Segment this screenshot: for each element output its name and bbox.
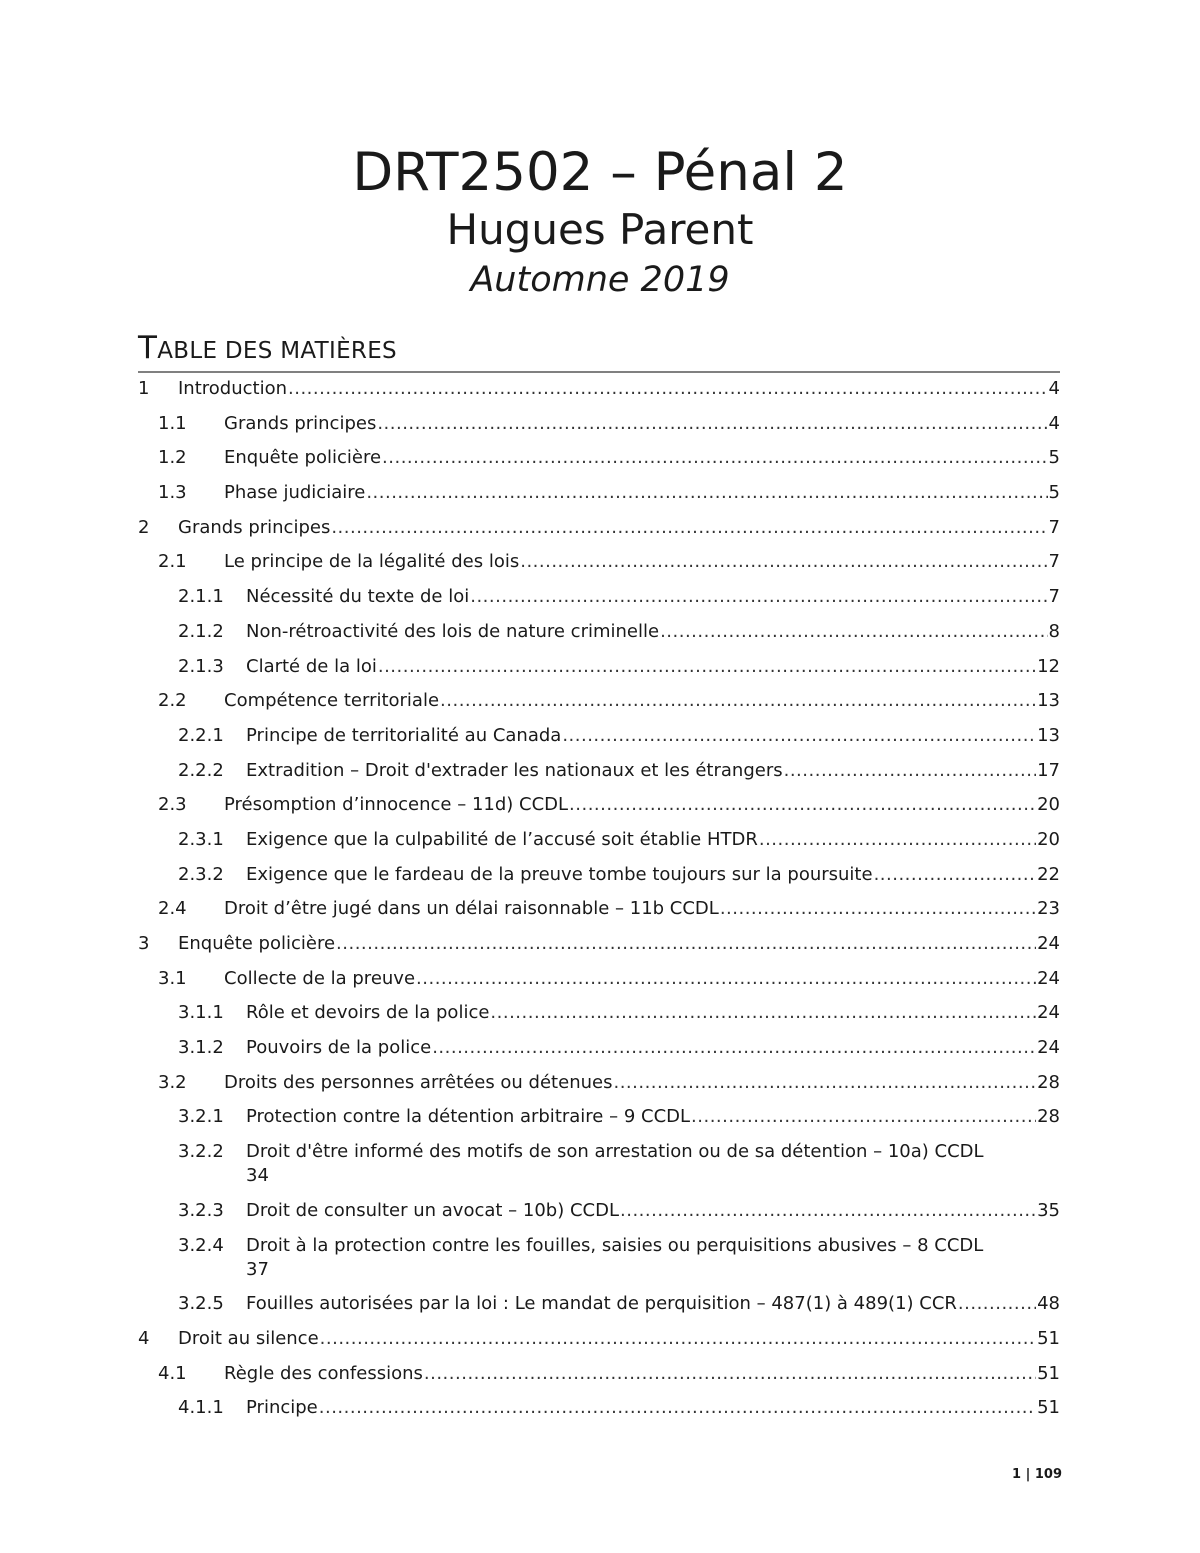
toc-entry[interactable] [138,897,1060,921]
toc-entry[interactable] [138,1105,1060,1129]
document-author: Hugues Parent [446,205,754,254]
toc-entry-title: Exigence que le fardeau de la preuve tombe toujours sur la poursuite [246,863,873,885]
toc-entry-page: 23 [1037,898,1060,920]
toc-entry-title: Droit au silence [178,1327,319,1349]
toc-entry[interactable] [138,1001,1060,1025]
toc-heading-initial: T [138,330,158,366]
toc-entry-number: 4.1.1 [178,1397,224,1419]
toc-entry-title: Règle des confessions [224,1362,423,1384]
toc-dot-leader [319,1396,1036,1420]
toc-dot-leader [660,620,1047,644]
toc-entry[interactable] [138,793,1060,817]
toc-entry-title: Droits des personnes arrêtées ou détenues [224,1071,613,1093]
toc-entry-page: 4 [1048,412,1060,434]
toc-dot-leader [432,1036,1036,1060]
toc-entry-page: 17 [1037,759,1060,781]
toc-entry[interactable] [138,1292,1060,1316]
toc-entry-number: 2.3 [158,794,187,816]
toc-dot-leader [562,724,1036,748]
toc-entry[interactable] [138,1036,1060,1060]
table-of-contents [138,377,1060,1431]
toc-entry-number: 4.1 [158,1362,187,1384]
toc-entry[interactable] [138,1396,1060,1420]
toc-entry-page: 7 [1048,551,1060,573]
toc-dot-leader [377,412,1047,436]
toc-entry[interactable] [138,1140,1060,1188]
toc-entry[interactable] [138,516,1060,540]
toc-entry-title: Introduction [178,378,288,399]
toc-entry[interactable] [138,1327,1060,1351]
toc-dot-leader [720,897,1036,921]
toc-entry-page: 22 [1037,863,1060,885]
toc-dot-leader [424,1362,1036,1386]
toc-entry[interactable] [138,655,1060,679]
toc-entry-title: Extradition – Droit d'extrader les nationaux et les étrangers [246,759,783,781]
toc-entry[interactable] [138,1199,1060,1223]
toc-heading [138,330,1060,373]
toc-entry-title: Pouvoirs de la police [246,1037,432,1059]
toc-entry-page: 48 [1037,1293,1060,1315]
toc-dot-leader [784,759,1036,783]
toc-entry-title: Rôle et devoirs de la police [246,1002,490,1024]
toc-entry-number: 3.1 [158,967,187,989]
toc-entry-number: 2 [138,516,150,538]
toc-entry-title: Protection contre la détention arbitraire – 9 CCDL [246,1106,691,1128]
toc-entry-page: 51 [1037,1362,1060,1384]
toc-entry-title: Grands principes [178,516,331,538]
toc-dot-leader [691,1105,1036,1129]
toc-entry-title: Nécessité du texte de loi [246,586,470,608]
toc-entry-page: 20 [1037,794,1060,816]
toc-entry-number: 2.1 [158,551,187,573]
toc-entry[interactable] [138,446,1060,470]
toc-entry-page: 51 [1037,1327,1060,1349]
toc-entry-title: Grands principes [224,412,377,434]
toc-entry-page: 7 [1048,516,1060,538]
toc-entry-title: Collecte de la preuve [224,967,416,989]
toc-entry[interactable] [138,863,1060,887]
toc-entry-title: Droit à la protection contre les fouilles, saisies ou perquisitions abusives – 8 CCDL [246,1234,984,1256]
toc-dot-leader [320,1327,1036,1351]
toc-dot-leader [759,828,1036,852]
toc-entry-number: 1.3 [158,482,187,504]
toc-dot-leader [331,516,1047,540]
toc-entry[interactable] [138,932,1060,956]
toc-entry[interactable] [138,585,1060,609]
toc-dot-leader [378,655,1036,679]
toc-entry[interactable] [138,759,1060,783]
toc-entry-number: 2.3.2 [178,863,224,885]
page-number: 1 | 109 [1012,1467,1062,1482]
toc-entry-title: Droit d'être informé des motifs de son arrestation ou de sa détention – 10a) CCDL [246,1141,984,1163]
toc-entry-page: 37 [246,1258,269,1280]
toc-dot-leader [416,967,1036,991]
toc-dot-leader [874,863,1037,887]
toc-dot-leader [520,550,1047,574]
toc-dot-leader [958,1292,1036,1316]
toc-entry-number: 1.1 [158,412,187,434]
toc-entry-page: 13 [1037,724,1060,746]
toc-entry-number: 2.2.2 [178,759,224,781]
toc-entry-number: 3.1.1 [178,1002,224,1024]
toc-entry-title: Droit de consulter un avocat – 10b) CCDL [246,1199,619,1221]
toc-entry[interactable] [138,412,1060,436]
toc-entry-title: Enquête policière [224,447,382,469]
toc-entry-number: 2.4 [158,898,187,920]
toc-entry-title: Exigence que la culpabilité de l’accusé soit établie HTDR [246,828,758,850]
toc-entry-number: 3.2 [158,1071,187,1093]
toc-dot-leader [440,689,1036,713]
toc-entry-page: 13 [1037,690,1060,712]
toc-dot-leader [366,481,1047,505]
toc-entry-number: 1 [138,378,150,399]
toc-entry-page: 24 [1037,933,1060,954]
toc-dot-leader [336,932,1036,956]
toc-entry[interactable] [138,828,1060,852]
toc-heading-rest: ABLE DES MATIÈRES [157,338,397,364]
toc-entry-page: 28 [1037,1106,1060,1128]
toc-dot-leader [613,1071,1036,1095]
toc-entry-page: 7 [1048,586,1060,608]
document-title: DRT2502 – Pénal 2 [352,142,848,203]
toc-entry-number: 3.2.3 [178,1199,224,1221]
toc-entry-title: Enquête policière [178,933,336,954]
toc-entry[interactable] [138,481,1060,505]
toc-entry-page: 5 [1048,447,1060,469]
toc-entry-page: 24 [1037,1037,1060,1059]
toc-entry-number: 2.1.3 [178,655,224,677]
toc-entry-number: 4 [138,1327,150,1349]
toc-entry-page: 35 [1037,1199,1060,1221]
toc-entry-page: 12 [1037,655,1060,677]
toc-entry-title: Droit d’être jugé dans un délai raisonnable – 11b CCDL [224,898,719,920]
toc-entry[interactable] [138,377,1060,401]
document-term: Automne 2019 [470,260,730,300]
toc-entry-page: 24 [1037,967,1060,989]
toc-entry-number: 2.2 [158,690,187,712]
toc-entry-number: 3 [138,933,150,954]
toc-entry-page: 8 [1048,620,1060,642]
toc-entry-title: Non-rétroactivité des lois de nature criminelle [246,620,660,642]
toc-entry-title: Principe de territorialité au Canada [246,724,562,746]
toc-dot-leader [382,446,1048,470]
toc-entry-page: 5 [1048,482,1060,504]
toc-entry-title: Clarté de la loi [246,655,377,677]
toc-entry[interactable] [138,620,1060,644]
toc-entry[interactable] [138,550,1060,574]
toc-entry-number: 3.2.2 [178,1141,224,1163]
toc-entry[interactable] [138,967,1060,991]
toc-entry-number: 3.2.1 [178,1106,224,1128]
toc-entry[interactable] [138,1362,1060,1386]
toc-entry-page: 34 [246,1165,269,1187]
toc-entry-title: Principe [246,1397,318,1419]
toc-dot-leader [620,1199,1036,1223]
toc-dot-leader [569,793,1036,817]
toc-entry-title: Compétence territoriale [224,690,440,712]
toc-entry[interactable] [138,1234,1060,1282]
toc-dot-leader [288,377,1048,401]
toc-entry-page: 28 [1037,1071,1060,1093]
toc-entry-page: 24 [1037,1002,1060,1024]
toc-entry-number: 3.1.2 [178,1037,224,1059]
toc-entry-title: Présomption d’innocence – 11d) CCDL [224,794,569,816]
toc-dot-leader [470,585,1047,609]
toc-entry-number: 2.3.1 [178,828,224,850]
toc-entry-number: 2.1.1 [178,586,224,608]
toc-entry-number: 3.2.5 [178,1293,224,1315]
toc-entry-title: Phase judiciaire [224,482,366,504]
toc-entry[interactable] [138,689,1060,713]
toc-entry-number: 3.2.4 [178,1234,224,1256]
toc-entry-page: 4 [1048,378,1060,399]
toc-entry[interactable] [138,1071,1060,1095]
toc-entry-page: 51 [1037,1397,1060,1419]
toc-entry-page: 20 [1037,828,1060,850]
toc-entry-number: 1.2 [158,447,187,469]
toc-entry[interactable] [138,724,1060,748]
toc-entry-title: Le principe de la légalité des lois [224,551,520,573]
toc-entry-number: 2.1.2 [178,620,224,642]
toc-entry-title: Fouilles autorisées par la loi : Le mandat de perquisition – 487(1) à 489(1) CCR [246,1293,957,1315]
toc-entry-number: 2.2.1 [178,724,224,746]
toc-dot-leader [490,1001,1036,1025]
